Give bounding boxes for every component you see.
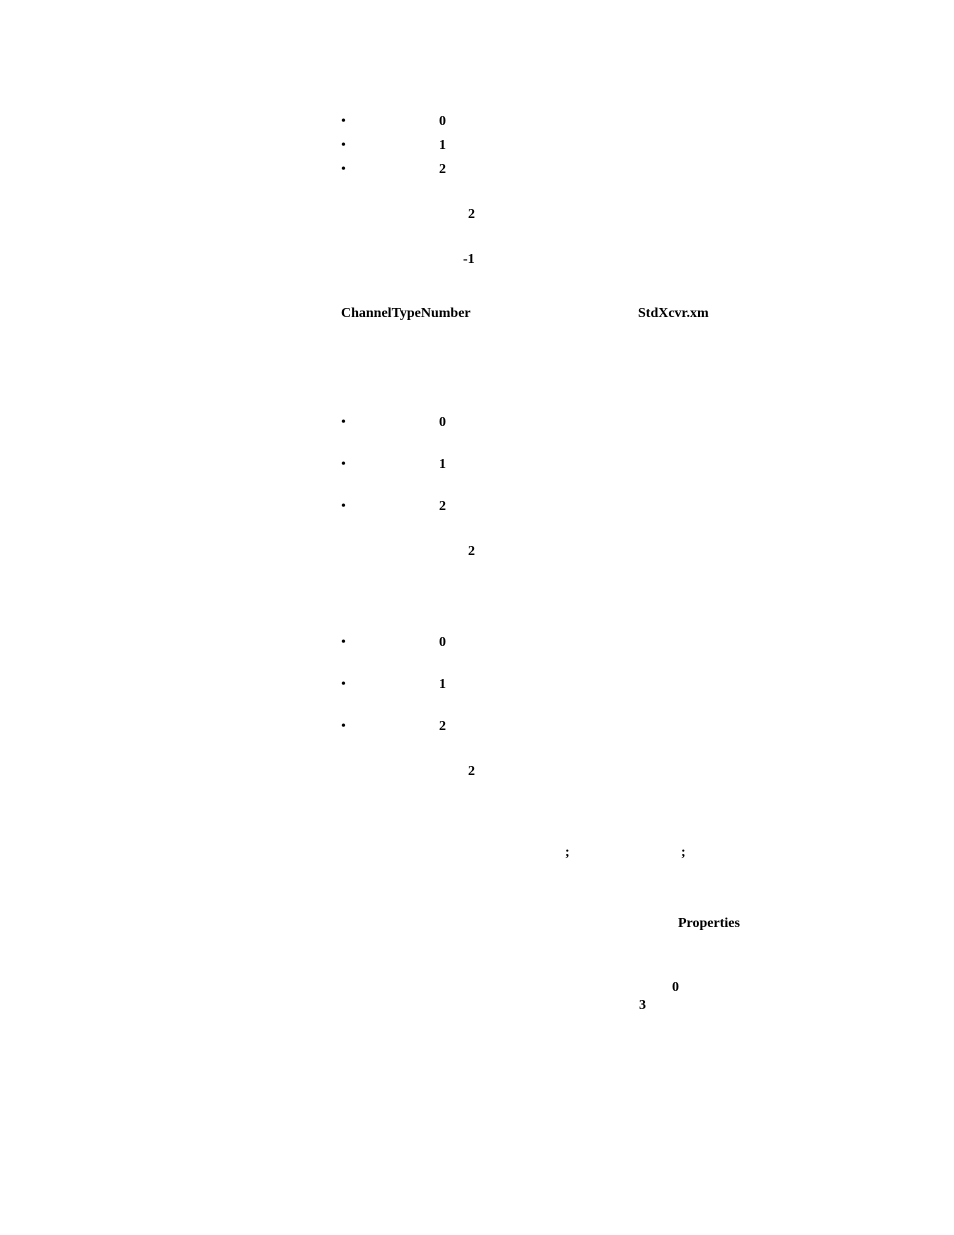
list-item: 0 (439, 415, 446, 430)
bullet-icon: • (341, 162, 346, 177)
list-item: 0 (439, 635, 446, 650)
bullet-icon: • (341, 457, 346, 472)
list-item: 1 (439, 138, 446, 153)
list-item: 1 (439, 457, 446, 472)
default-value: 2 (468, 764, 475, 779)
value-three: 3 (639, 998, 646, 1013)
separator: ; (681, 845, 686, 860)
extra-value: -1 (463, 252, 475, 267)
list-item: 2 (439, 162, 446, 177)
list-item: 0 (439, 114, 446, 129)
bullet-icon: • (341, 499, 346, 514)
value-zero: 0 (672, 980, 679, 995)
list-item: 1 (439, 677, 446, 692)
bullet-icon: • (341, 635, 346, 650)
bullet-icon: • (341, 415, 346, 430)
list-item: 2 (439, 719, 446, 734)
properties-label: Properties (678, 916, 740, 931)
default-value: 2 (468, 207, 475, 222)
bullet-icon: • (341, 138, 346, 153)
bullet-icon: • (341, 677, 346, 692)
separator: ; (565, 845, 570, 860)
list-item: 2 (439, 499, 446, 514)
bullet-icon: • (341, 114, 346, 129)
parameter-name: ChannelTypeNumber (341, 306, 471, 321)
file-name: StdXcvr.xm (638, 306, 709, 321)
default-value: 2 (468, 544, 475, 559)
bullet-icon: • (341, 719, 346, 734)
